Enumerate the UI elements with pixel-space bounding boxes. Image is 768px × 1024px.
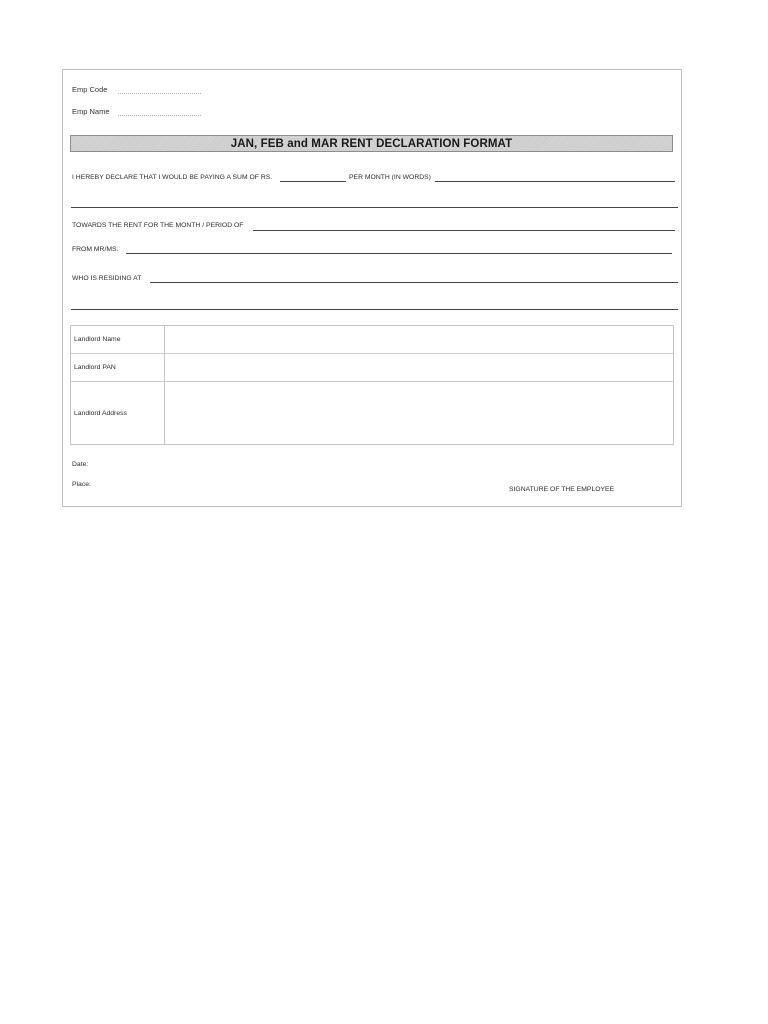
place-label: Place:: [72, 481, 91, 488]
declare-sum-text: I HEREBY DECLARE THAT I WOULD BE PAYING A SUM OF RS.: [72, 174, 273, 181]
rent-amount-field[interactable]: [280, 181, 346, 182]
employee-signature-label: SIGNATURE OF THE EMPLOYEE: [509, 486, 615, 493]
from-landlord-text: FROM MR/MS.: [72, 246, 119, 253]
landlord-address-cell[interactable]: [165, 382, 673, 445]
landlord-details-table: [70, 325, 674, 445]
landlord-name-cell[interactable]: [165, 326, 673, 353]
landlord-pan-cell[interactable]: [165, 353, 673, 381]
residence-field[interactable]: [150, 282, 678, 283]
table-row: [71, 353, 673, 382]
date-label: Date:: [72, 461, 89, 468]
residence-continuation-field[interactable]: [71, 309, 678, 310]
emp-code-label: Emp Code: [72, 85, 108, 94]
rent-amount-words-field[interactable]: [435, 181, 675, 182]
landlord-name-label: Landlord Name: [71, 326, 165, 353]
landlord-name-field[interactable]: [126, 253, 672, 254]
emp-name-field[interactable]: [118, 115, 201, 116]
form-title: JAN, FEB and MAR RENT DECLARATION FORMAT: [230, 137, 513, 150]
emp-name-label: Emp Name: [72, 107, 110, 116]
per-month-words-text: PER MONTH (IN WORDS): [349, 174, 431, 181]
rent-period-field[interactable]: [253, 230, 675, 231]
rent-declaration-form: [62, 69, 682, 507]
residing-at-text: WHO IS RESIDING AT: [72, 275, 142, 282]
form-title-bar: [70, 135, 673, 152]
table-row: [71, 326, 673, 354]
table-row: [71, 382, 673, 445]
landlord-pan-label: Landlord PAN: [71, 353, 165, 381]
landlord-address-label: Landlord Address: [71, 382, 165, 445]
towards-rent-text: TOWARDS THE RENT FOR THE MONTH / PERIOD OF: [72, 222, 244, 229]
words-continuation-field[interactable]: [71, 207, 678, 208]
emp-code-field[interactable]: [118, 93, 201, 94]
